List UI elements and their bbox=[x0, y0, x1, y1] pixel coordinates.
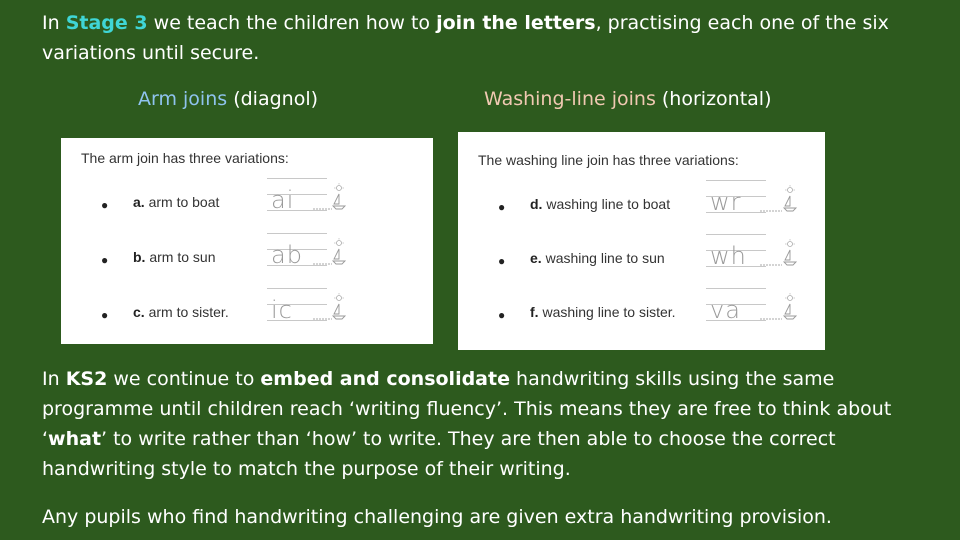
stage3-paragraph bbox=[42, 8, 922, 68]
intro-text-2: we teach the children how to bbox=[147, 12, 437, 34]
boat-icon bbox=[758, 184, 804, 214]
washing-line-join-card bbox=[458, 132, 825, 350]
ks2-text-2: we continue to bbox=[107, 368, 261, 390]
arm-join-card bbox=[61, 138, 433, 344]
sample-letters: ai bbox=[271, 186, 295, 214]
washing-row-d bbox=[458, 188, 825, 232]
row-text: washing line to sun bbox=[541, 250, 665, 266]
row-letter: e. bbox=[530, 250, 542, 266]
join-letters-emphasis: join the letters bbox=[436, 12, 596, 34]
sample-letters: wh bbox=[710, 242, 747, 270]
washing-row-label bbox=[530, 250, 665, 266]
sun-boat-icons bbox=[311, 292, 357, 322]
sun-boat-icons bbox=[758, 184, 804, 214]
handwriting-practice-lines bbox=[706, 178, 766, 216]
what-emphasis: what bbox=[48, 428, 102, 450]
stage3-highlight: Stage 3 bbox=[65, 12, 148, 34]
boat-icon bbox=[311, 292, 357, 322]
sample-letters: ab bbox=[271, 241, 303, 269]
sample-letters: wr bbox=[710, 188, 742, 216]
ks2-emphasis: KS2 bbox=[65, 368, 108, 390]
handwriting-practice-lines bbox=[706, 232, 766, 270]
row-text: washing line to sister. bbox=[538, 304, 676, 320]
row-text: washing line to boat bbox=[542, 196, 671, 212]
washing-row-f bbox=[458, 296, 825, 340]
row-text: arm to boat bbox=[144, 194, 220, 210]
bullet: ● bbox=[498, 254, 506, 268]
washing-card-title: The washing line join has three variations: bbox=[478, 152, 739, 168]
boat-icon bbox=[758, 292, 804, 322]
ks2-text-3: handwriting skills using the same programme until children reach ‘writing fluency’. This means they are free to think about ‘ bbox=[42, 368, 892, 450]
washing-row-label bbox=[530, 196, 670, 212]
arm-row-label bbox=[133, 194, 219, 210]
intro-text-3: , practising each one of the six variations until secure. bbox=[42, 12, 889, 64]
arm-card-title: The arm join has three variations: bbox=[81, 150, 289, 166]
ks2-text-4: ’ to write rather than ‘how’ to write. They are then able to choose the correct handwriting style to match the purpose of their writing. bbox=[42, 428, 836, 480]
row-letter: b. bbox=[133, 249, 146, 265]
embed-consolidate-emphasis: embed and consolidate bbox=[260, 368, 510, 390]
ks2-paragraph bbox=[42, 364, 932, 484]
sun-boat-icons bbox=[311, 237, 357, 267]
row-letter: f. bbox=[530, 304, 539, 320]
arm-row-a bbox=[61, 186, 433, 230]
bullet: ● bbox=[498, 200, 506, 214]
washing-line-joins-subtitle: (horizontal) bbox=[655, 88, 772, 110]
bullet: ● bbox=[498, 308, 506, 322]
row-text: arm to sun bbox=[145, 249, 216, 265]
handwriting-practice-lines bbox=[706, 286, 766, 324]
bullet: ● bbox=[101, 198, 109, 212]
washing-line-joins-heading bbox=[484, 88, 772, 110]
washing-line-joins-title: Washing-line joins bbox=[484, 88, 656, 110]
boat-icon bbox=[311, 182, 357, 212]
arm-row-label bbox=[133, 304, 229, 320]
arm-joins-heading bbox=[138, 88, 318, 110]
row-letter: d. bbox=[530, 196, 543, 212]
sun-icon bbox=[758, 238, 804, 268]
sample-letters: va bbox=[710, 296, 741, 324]
arm-joins-subtitle: (diagnol) bbox=[227, 88, 319, 110]
washing-row-e bbox=[458, 242, 825, 286]
sun-boat-icons bbox=[758, 292, 804, 322]
row-text: arm to sister. bbox=[144, 304, 229, 320]
sun-boat-icons bbox=[311, 182, 357, 212]
intro-text-1: In bbox=[42, 12, 66, 34]
bullet: ● bbox=[101, 308, 109, 322]
ks2-text-1: In bbox=[42, 368, 66, 390]
provision-paragraph: Any pupils who find handwriting challenging are given extra handwriting provision. bbox=[42, 506, 832, 528]
sun-icon bbox=[311, 237, 357, 267]
sample-letters: ic bbox=[271, 296, 293, 324]
arm-row-label bbox=[133, 249, 215, 265]
arm-row-b bbox=[61, 241, 433, 285]
sun-boat-icons bbox=[758, 238, 804, 268]
arm-joins-title: Arm joins bbox=[138, 88, 228, 110]
washing-row-label bbox=[530, 304, 676, 320]
arm-row-c bbox=[61, 296, 433, 340]
row-letter: a. bbox=[133, 194, 145, 210]
bullet: ● bbox=[101, 253, 109, 267]
row-letter: c. bbox=[133, 304, 145, 320]
